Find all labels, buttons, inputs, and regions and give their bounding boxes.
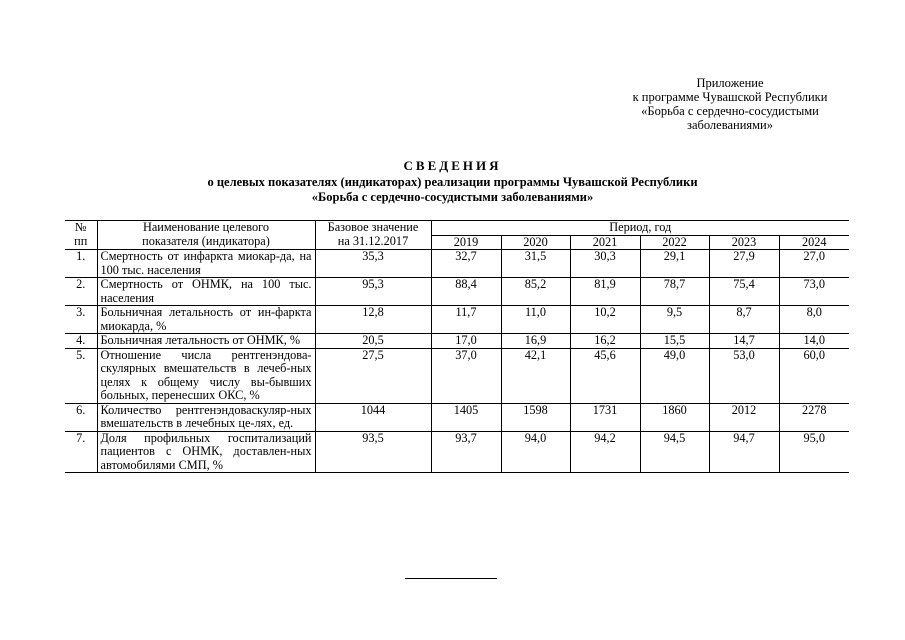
row-number: 7. [65, 431, 97, 473]
table-row [65, 306, 849, 334]
row-number: 4. [65, 334, 97, 349]
base-value: 20,5 [315, 334, 431, 349]
year-value: 11,0 [501, 306, 570, 334]
base-value: 27,5 [315, 348, 431, 403]
year-value: 27,9 [709, 250, 779, 278]
year-value: 94,2 [570, 431, 640, 473]
footnote-divider [405, 578, 497, 579]
table-header-row [65, 221, 849, 236]
appendix-line: заболеваниями» [687, 118, 773, 132]
header-period: Период, год [431, 221, 849, 236]
year-value: 31,5 [501, 250, 570, 278]
row-number: 2. [65, 278, 97, 306]
year-value: 73,0 [779, 278, 849, 306]
year-value: 1405 [431, 403, 501, 431]
indicator-name: Количество рентгенэндоваскуляр-ных вмешательств в лечебных це-лях, ед. [97, 403, 315, 431]
year-value: 2012 [709, 403, 779, 431]
year-value: 85,2 [501, 278, 570, 306]
indicator-name: Доля профильных госпитализаций пациентов с ОНМК, доставлен-ных автомобилями СМП, % [97, 431, 315, 473]
document-subtitle-program: «Борьба с сердечно-сосудистыми заболеваниями» [311, 190, 594, 204]
indicator-name: Больничная летальность от ин-фаркта миокарда, % [97, 306, 315, 334]
year-value: 53,0 [709, 348, 779, 403]
year-value: 49,0 [640, 348, 709, 403]
table-row [65, 431, 849, 473]
header-year: 2024 [779, 235, 849, 250]
year-value: 14,0 [779, 334, 849, 349]
year-value: 1731 [570, 403, 640, 431]
year-value: 94,5 [640, 431, 709, 473]
year-value: 95,0 [779, 431, 849, 473]
base-value: 35,3 [315, 250, 431, 278]
year-value: 16,9 [501, 334, 570, 349]
year-value: 27,0 [779, 250, 849, 278]
header-year: 2019 [431, 235, 501, 250]
header-num-line1: № [74, 220, 87, 234]
header-num-line2: пп [74, 233, 88, 248]
indicator-name: Смертность от ОНМК, на 100 тыс. населения [97, 278, 315, 306]
year-value: 8,7 [709, 306, 779, 334]
year-value: 11,7 [431, 306, 501, 334]
year-value: 75,4 [709, 278, 779, 306]
header-name-line2: показателя (индикатора) [142, 233, 270, 248]
base-value: 95,3 [315, 278, 431, 306]
header-base-line2: на 31.12.2017 [337, 233, 409, 248]
header-name-line1: Наименование целевого [142, 220, 270, 234]
year-value: 81,9 [570, 278, 640, 306]
appendix-line: к программе Чувашской Республики [632, 90, 828, 104]
appendix-line: «Борьба с сердечно-сосудистыми [641, 104, 819, 118]
header-base [315, 221, 431, 250]
header-year: 2022 [640, 235, 709, 250]
year-value: 14,7 [709, 334, 779, 349]
row-number: 6. [65, 403, 97, 431]
header-year: 2020 [501, 235, 570, 250]
base-value: 1044 [315, 403, 431, 431]
header-year: 2021 [570, 235, 640, 250]
table-row [65, 334, 849, 349]
year-value: 17,0 [431, 334, 501, 349]
year-value: 32,7 [431, 250, 501, 278]
table-row [65, 250, 849, 278]
row-number: 5. [65, 348, 97, 403]
year-value: 93,7 [431, 431, 501, 473]
header-year: 2023 [709, 235, 779, 250]
year-value: 94,0 [501, 431, 570, 473]
year-value: 1860 [640, 403, 709, 431]
year-value: 94,7 [709, 431, 779, 473]
year-value: 29,1 [640, 250, 709, 278]
year-value: 88,4 [431, 278, 501, 306]
year-value: 2278 [779, 403, 849, 431]
indicator-name: Отношение числа рентгенэндова-скулярных вмешательств в лечеб-ных целях к общему числу вы-бывших больных, перенесших ОКС, % [97, 348, 315, 403]
year-value: 37,0 [431, 348, 501, 403]
header-base-line1: Базовое значение [327, 220, 419, 234]
header-name [97, 221, 315, 250]
indicators-table [65, 220, 849, 473]
base-value: 93,5 [315, 431, 431, 473]
year-value: 60,0 [779, 348, 849, 403]
table-row [65, 278, 849, 306]
document-subtitle: о целевых показателях (индикаторах) реализации программы Чувашской Республики [207, 175, 698, 189]
header-num [65, 221, 97, 250]
year-value: 16,2 [570, 334, 640, 349]
table-row [65, 348, 849, 403]
row-number: 1. [65, 250, 97, 278]
year-value: 78,7 [640, 278, 709, 306]
year-value: 1598 [501, 403, 570, 431]
appendix-block [600, 76, 860, 132]
year-value: 45,6 [570, 348, 640, 403]
year-value: 9,5 [640, 306, 709, 334]
indicator-name: Смертность от инфаркта миокар-да, на 100 тыс. населения [97, 250, 315, 278]
row-number: 3. [65, 306, 97, 334]
appendix-line: Приложение [696, 76, 764, 90]
year-value: 30,3 [570, 250, 640, 278]
year-value: 10,2 [570, 306, 640, 334]
document-title: СВЕДЕНИЯ [403, 158, 502, 173]
year-value: 42,1 [501, 348, 570, 403]
table-row [65, 403, 849, 431]
base-value: 12,8 [315, 306, 431, 334]
year-value: 15,5 [640, 334, 709, 349]
indicator-name: Больничная летальность от ОНМК, % [97, 334, 315, 349]
year-value: 8,0 [779, 306, 849, 334]
